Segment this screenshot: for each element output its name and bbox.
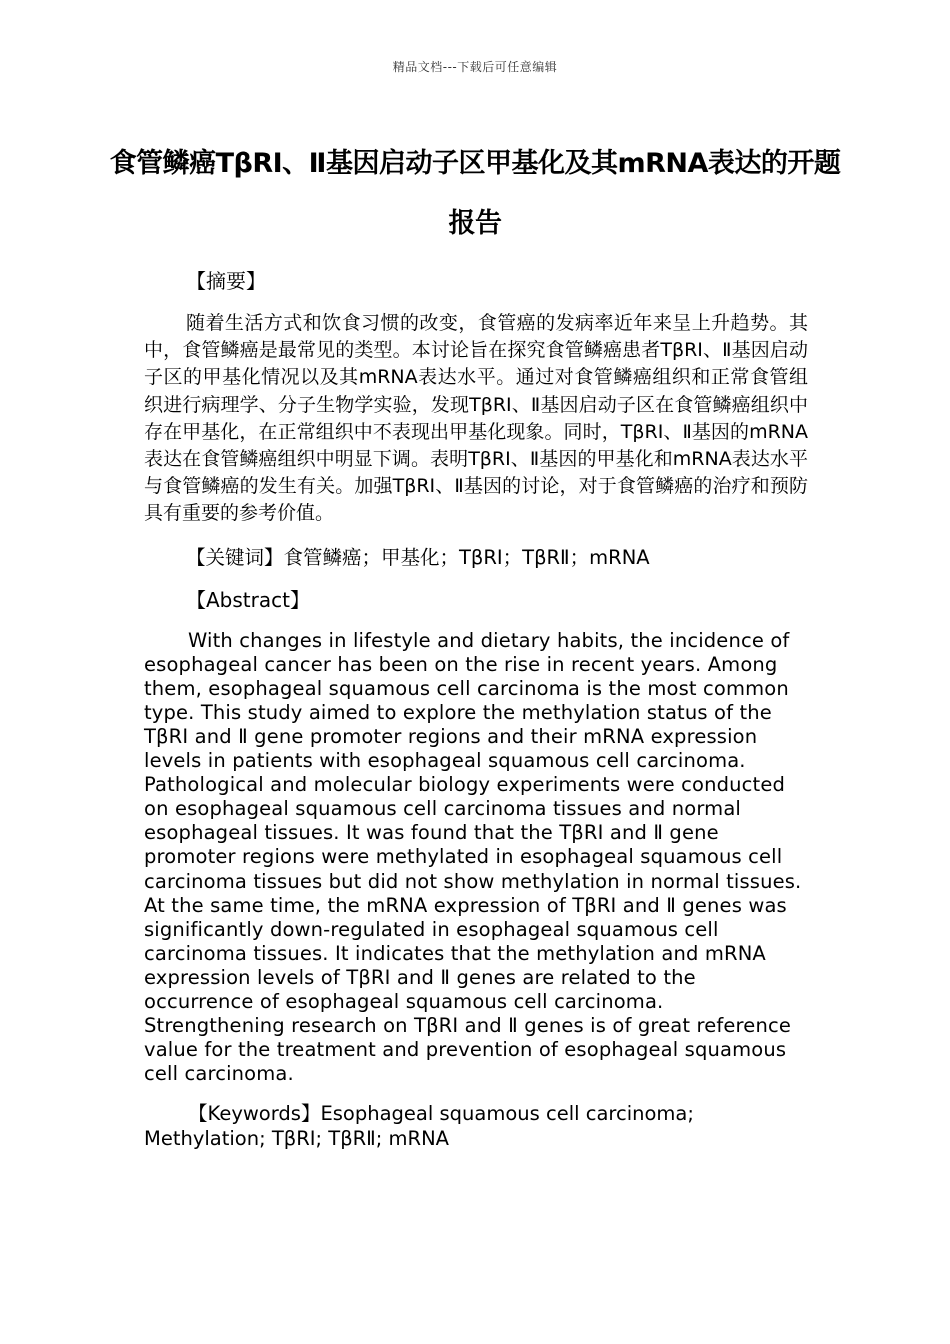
document-title: 食管鳞癌TβRⅠ、Ⅱ基因启动子区甲基化及其mRNA表达的开题报告 bbox=[109, 148, 841, 239]
keywords-en: 【Keywords】Esophageal squamous cell carcinoma; Methylation; TβRI; TβRⅡ; mRNA bbox=[144, 1102, 694, 1150]
abstract-zh-heading: 【摘要】 bbox=[186, 269, 266, 293]
header-note: 精品文档---下载后可任意编辑 bbox=[392, 60, 558, 74]
keywords-zh: 【关键词】食管鳞癌；甲基化；TβRI；TβRⅡ；mRNA bbox=[186, 545, 650, 569]
document-body bbox=[144, 268, 808, 1151]
abstract-en-heading: 【Abstract】 bbox=[186, 587, 310, 612]
abstract-en-body: With changes in lifestyle and dietary habits, the incidence of esophageal cancer has been on the rise in recent years. Among them, esophageal squamous cell carcinoma is the most common type. This study aimed to explore the methylation status of the TβRI and Ⅱ gene promoter regions and their mRNA expression levels in patients with esophageal squamous cell carcinoma. Pathological and molecular biology experiments were conducted on esophageal squamous cell carcinoma tissues and normal esophageal tissues. It was found that the TβRI and Ⅱ gene promoter regions were methylated in esophageal squamous cell carcinoma tissues but did not show methylation in normal tissues. At the same time, the mRNA expression of TβRI and Ⅱ genes was significantly down-regulated in esophageal squamous cell carcinoma tissues. It indicates that the methylation and mRNA expression levels of TβRI and Ⅱ genes are related to the occurrence of esophageal squamous cell carcinoma. Strengthening research on TβRI and Ⅱ genes is of great reference value for the treatment and prevention of esophageal squamous cell carcinoma. bbox=[144, 628, 802, 1086]
abstract-zh-body: 随着生活方式和饮食习惯的改变，食管癌的发病率近年来呈上升趋势。其中，食管鳞癌是最常见的类型。本讨论旨在探究食管鳞癌患者TβRI、Ⅱ基因启动子区的甲基化情况以及其mRNA表达水平。通过对食管鳞癌组织和正常食管组织进行病理学、分子生物学实验，发现TβRI、Ⅱ基因启动子区在食管鳞癌组织中存在甲基化，在正常组织中不表现出甲基化现象。同时，TβRI、Ⅱ基因的mRNA表达在食管鳞癌组织中明显下调。表明TβRI、Ⅱ基因的甲基化和mRNA表达水平与食管鳞癌的发生有关。加强TβRI、Ⅱ基因的讨论，对于食管鳞癌的治疗和预防具有重要的参考价值。 bbox=[144, 312, 808, 525]
